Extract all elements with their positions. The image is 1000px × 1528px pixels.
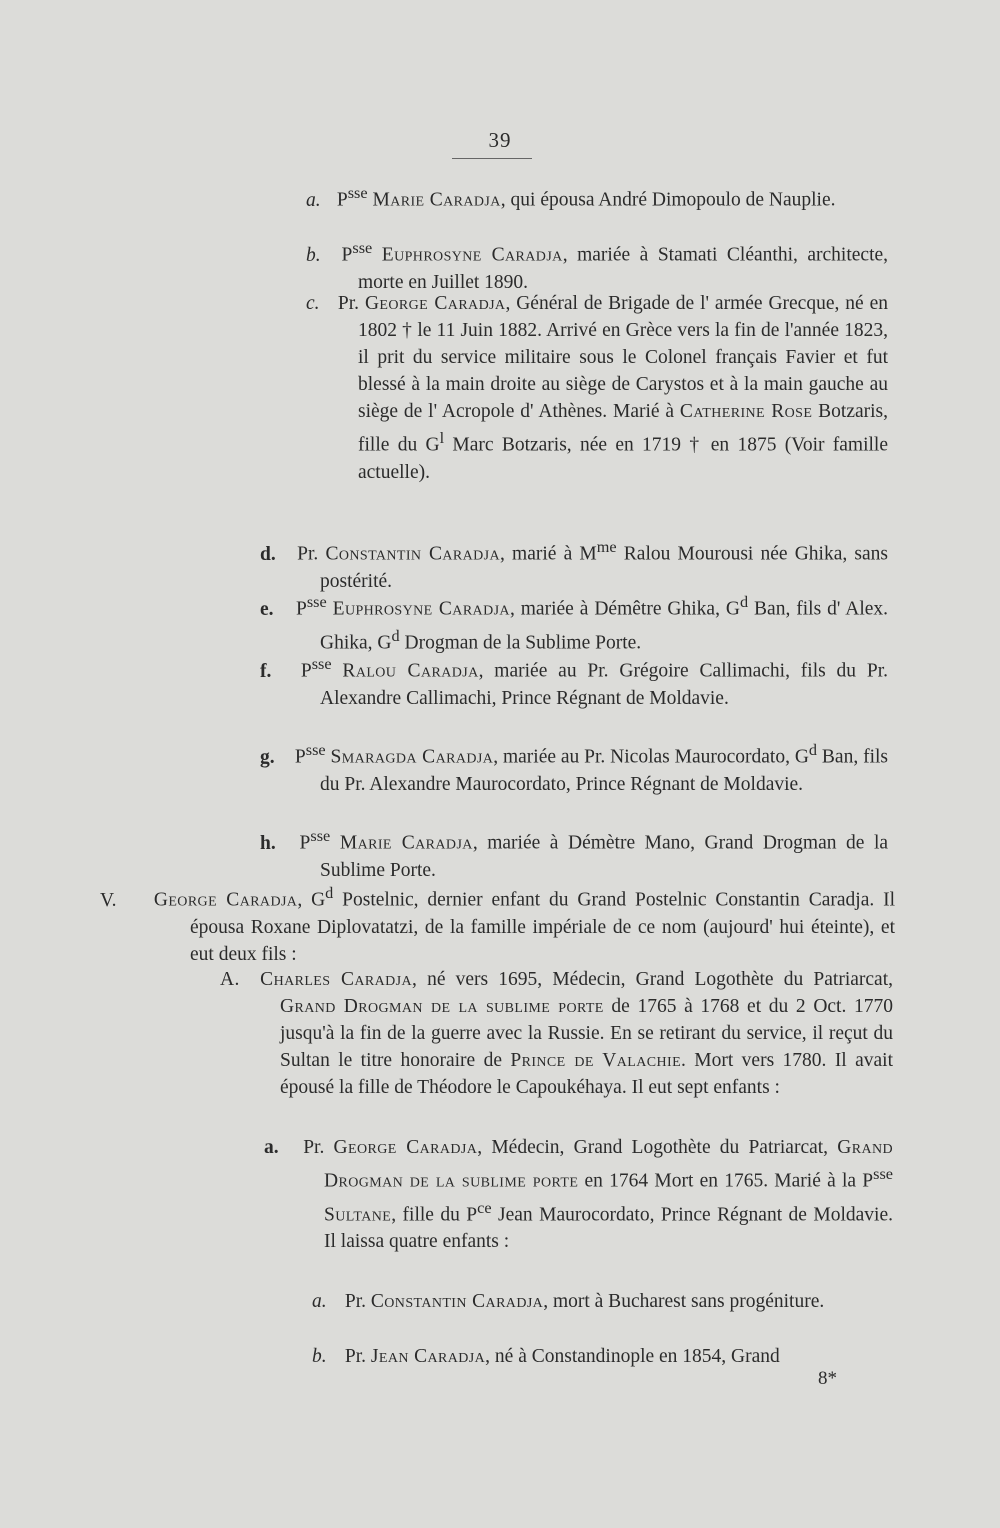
entry-f-ralou: f. $P^{sse}$ Ralou Caradja, mariée au Pr. Grégoire Callimachi, fils du Pr. Alexandre Callimachi, Prince Régnant de Moldavie. bbox=[260, 655, 889, 709]
page-number: 39 bbox=[488, 128, 512, 152]
person-name: George Caradja bbox=[153, 889, 298, 911]
title-name: Prince de Valachie bbox=[510, 1050, 682, 1072]
person-name: Marie Caradja bbox=[372, 189, 501, 211]
person-name: Sultane bbox=[324, 1204, 392, 1226]
person-name: Smaragda Caradja bbox=[330, 746, 494, 768]
entry-g-smaragda: g. $P^{sse}$ Smaragda Caradja, mariée au Pr. Nicolas Maurocordato, $G^d$ Ban, fils du Pr. Alexandre Maurocordato, Prince Régnant de Moldavie. bbox=[260, 741, 889, 795]
entry-a-george: a. Pr. George Caradja, Médecin, Grand Logothète du Patriarcat, Grand Drogman de la sublime porte en 1764 Mort en 1765. Marié à la $P^{sse}$ Sultane, fille du $P^{ce}$ Jean Maurocordato, Prince Régnant de Moldavie. Il laissa quatre enfants : bbox=[264, 1137, 893, 1253]
person-name: Euphrosyne Caradja bbox=[381, 244, 563, 266]
person-name: George Caradja bbox=[364, 293, 506, 314]
entry-a-marie: a. $P^{sse}$ Marie Caradja, qui épousa André Dimopoulo de Nauplie. bbox=[306, 184, 836, 211]
person-name: Marie Caradja bbox=[339, 832, 473, 854]
person-name: Catherine Rose bbox=[679, 401, 813, 423]
person-name: Ralou Caradja bbox=[342, 660, 479, 682]
entry-v-george: V. George Caradja, $G^d$ Postelnic, dernier enfant du Grand Postelnic Constantin Caradja. Il épousa Roxane Diplovatatzi, de la famille impériale de ce nom (aujourd' hui éteinte), et eut deux fils : bbox=[100, 884, 895, 965]
title-name: Grand Drogman de la sublime porte bbox=[324, 1137, 893, 1192]
person-name: Constantin Caradja bbox=[325, 543, 501, 565]
entry-e-euphrosyne: e. $P^{sse}$ Euphrosyne Caradja, mariée à Démêtre Ghika, $G^d$ Ban, fils d' Alex. Ghika, $G^d$ Drogman de la Sublime Porte. bbox=[260, 593, 889, 654]
entry-c-george: c. Pr. George Caradja, Général de Brigade de l' armée Grecque, né en 1802 † le 11 Juin 1882. Arrivé en Grèce vers la fin de l'année 1823, il prit du service militaire sous le Colonel français Favier et fut blessé à la main droite au siège de Carystos et à la main gauche au siège de l' Acropole d' Athènes. Marié à Catherine Rose Botzaris, fille du $G^l$ Marc Botzaris, née en 1719 † en 1875 (Voir famille actuelle). bbox=[306, 293, 889, 484]
person-name: Jean Caradja bbox=[370, 1346, 486, 1367]
person-name: Charles Caradja bbox=[260, 969, 413, 990]
entry-a-constantin: a. Pr. Constantin Caradja, mort à Bucharest sans progéniture. bbox=[312, 1291, 825, 1312]
entry-b-jean: b. Pr. Jean Caradja, né à Constandinople en 1854, Grand bbox=[312, 1346, 780, 1367]
person-name: Euphrosyne Caradja bbox=[332, 598, 510, 620]
entry-b-euphrosyne: b. $P^{sse}$ Euphrosyne Caradja, mariée à Stamati Cléanthi, architecte, morte en Juillet 1890. bbox=[306, 239, 889, 293]
entry-h-marie: h. $P^{sse}$ Marie Caradja, mariée à Démètre Mano, Grand Drogman de la Sublime Porte. bbox=[260, 827, 889, 881]
page-number-rule bbox=[452, 158, 532, 159]
person-name: Constantin Caradja bbox=[370, 1291, 544, 1312]
person-name: George Caradja bbox=[333, 1137, 478, 1158]
title-name: Grand Drogman de la sublime porte bbox=[280, 996, 604, 1018]
entry-d-constantin: d. Pr. Constantin Caradja, marié à $M^{me}$ Ralou Mourousi née Ghika, sans postérité. bbox=[260, 538, 888, 592]
signature-mark: 8* bbox=[818, 1368, 837, 1389]
entry-A-charles: A. Charles Caradja, né vers 1695, Médecin, Grand Logothète du Patriarcat, Grand Drogman de la sublime porte de 1765 à 1768 et du 2 Oct. 1770 jusqu'à la fin de la guerre avec la Russie. En se retirant du service, il reçut du Sultan le titre honoraire de Prince de Valachie. Mort vers 1780. Il avait épousé la fille de Théodore le Capoukéhaya. Il eut sept enfants : bbox=[220, 969, 894, 1099]
